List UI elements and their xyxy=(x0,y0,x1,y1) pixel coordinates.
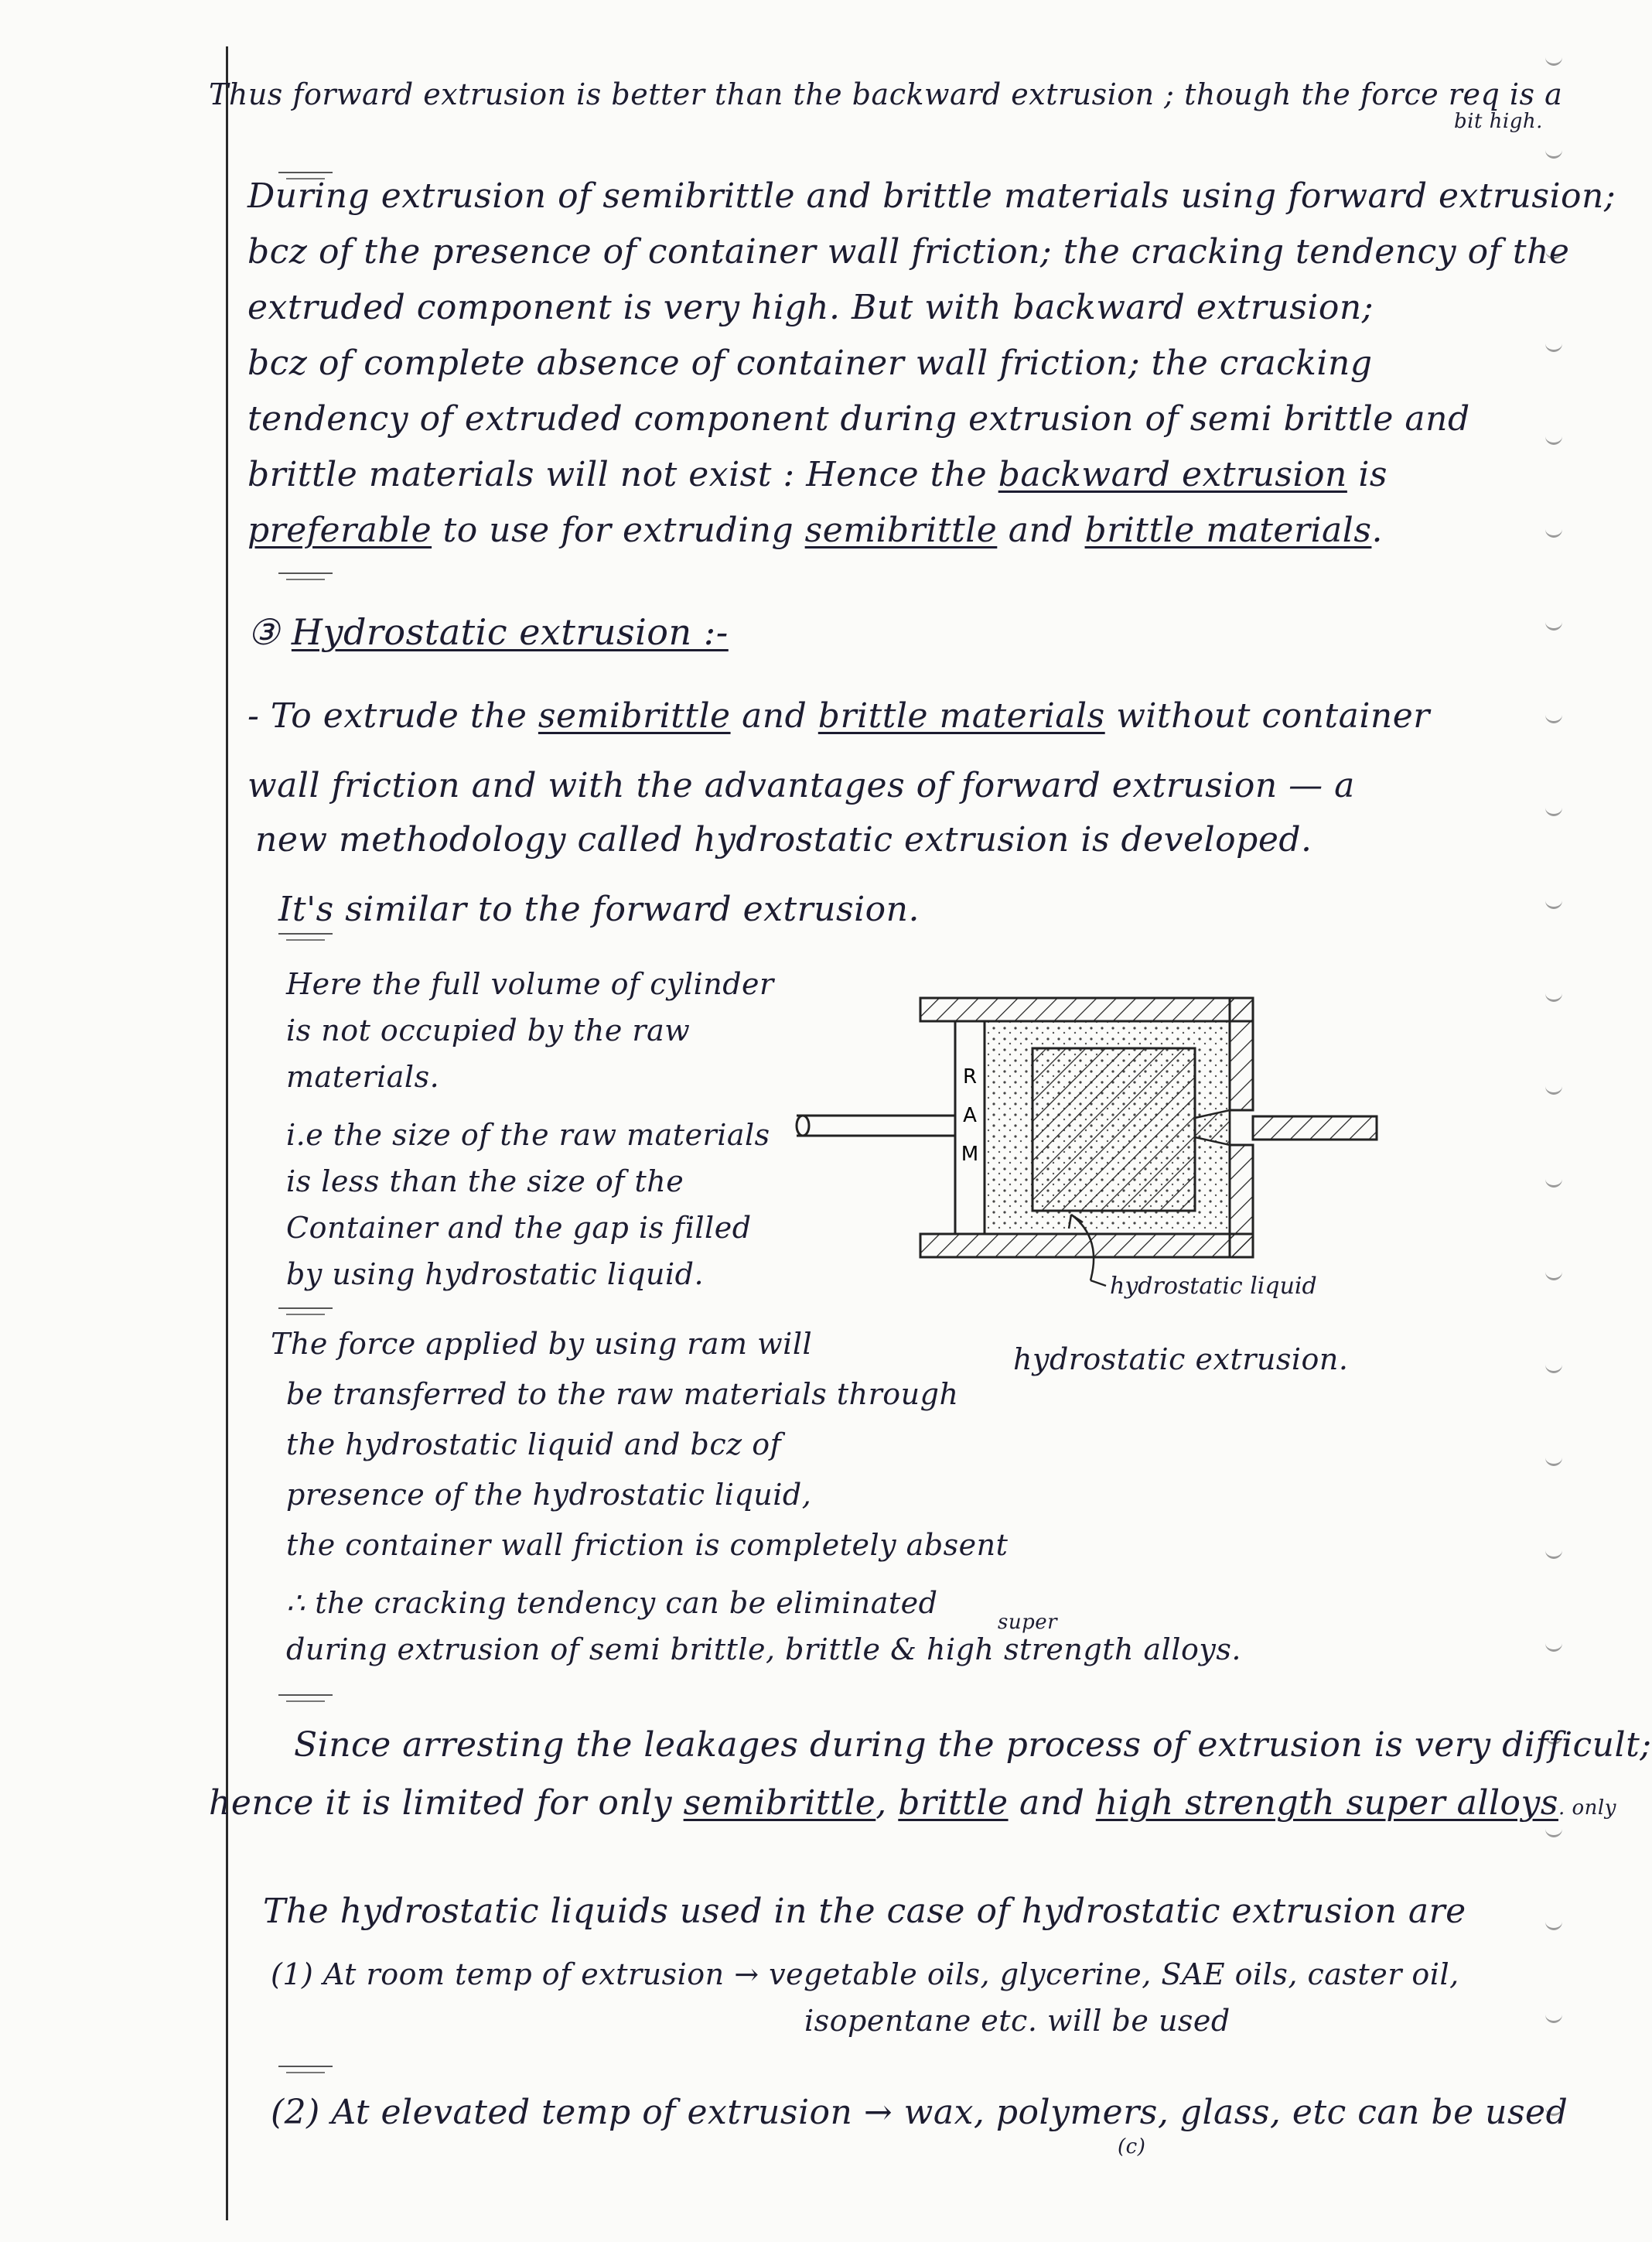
margin-line xyxy=(226,46,228,2220)
p4-line-4: presence of the hydrostatic liquid, xyxy=(286,1478,812,1512)
hydrostatic-extrusion-diagram xyxy=(797,983,1384,1338)
raw-material-billet xyxy=(1032,1048,1195,1211)
p6-line-3: isopentane etc. will be used xyxy=(804,2004,1230,2038)
p3-line-1: Here the full volume of cylinder xyxy=(286,967,774,1001)
p3-line-2: is not occupied by the raw xyxy=(286,1013,691,1048)
p4-line-1: The force applied by using ram will xyxy=(271,1327,813,1361)
paragraph-dash xyxy=(278,172,333,173)
ram-letter: A xyxy=(963,1104,977,1127)
p6-line-2: (1) At room temp of extrusion → vegetable oils, glycerine, SAE oils, caster oil, xyxy=(271,1957,1459,1991)
p1-line-1: During extrusion of semibrittle and brittle materials using forward extrusion; xyxy=(247,176,1616,216)
p3-line-6: Container and the gap is filled xyxy=(286,1211,752,1245)
p2-line-2: wall friction and with the advantages of forward extrusion — a xyxy=(247,766,1355,805)
p3-line-4: i.e the size of the raw materials xyxy=(286,1118,770,1152)
p4-line-5: the container wall friction is completely absent xyxy=(286,1528,1009,1562)
diagram-caption: hydrostatic extrusion. xyxy=(1013,1342,1349,1376)
section-title: Hydrostatic extrusion :- xyxy=(291,611,729,653)
p1-line-2: bcz of the presence of container wall friction; the cracking tendency of the xyxy=(247,232,1570,272)
paragraph-dash xyxy=(278,1694,333,1696)
p5-line-1: Since arresting the leakages during the process of extrusion is very difficult; xyxy=(294,1725,1652,1765)
paragraph-dash xyxy=(278,2066,333,2067)
p6-line-1: The hydrostatic liquids used in the case of hydrostatic extrusion are xyxy=(263,1892,1466,1931)
paragraph-dash xyxy=(278,572,333,574)
p1-line-4: bcz of complete absence of container wall friction; the cracking xyxy=(247,343,1373,383)
underline-backward-extrusion: backward extrusion xyxy=(998,455,1347,494)
p2-line-1: - To extrude the semibrittle and brittle materials without container xyxy=(247,696,1430,736)
section-number: ③ xyxy=(247,611,280,653)
ram-letter: R xyxy=(962,1065,978,1089)
ram-letter: M xyxy=(961,1143,979,1166)
p4-superscript: super xyxy=(998,1611,1058,1634)
p1-line-5: tendency of extruded component during extrusion of semi brittle and xyxy=(247,399,1470,439)
p3-line-3: materials. xyxy=(286,1060,440,1094)
p3-line-7: by using hydrostatic liquid. xyxy=(286,1257,705,1291)
ram xyxy=(955,1021,985,1234)
section-heading xyxy=(247,611,729,653)
p2-line-4: It's similar to the forward extrusion. xyxy=(278,890,920,929)
p4-line-7: during extrusion of semi brittle, brittle & high strength alloys. xyxy=(286,1632,1241,1666)
intro-note: bit high. xyxy=(1454,110,1543,133)
hydrostatic-liquid-label: hydrostatic liquid xyxy=(1110,1273,1317,1300)
p1-line-6: brittle materials will not exist : Hence the backward extrusion is xyxy=(247,455,1388,494)
p4-line-2: be transferred to the raw materials through xyxy=(286,1377,959,1411)
intro-line xyxy=(209,77,1562,111)
p6-note: (c) xyxy=(1118,2135,1146,2158)
p6-line-4: (2) At elevated temp of extrusion → wax, polymers, glass, etc can be used xyxy=(271,2093,1568,2132)
p5-line-2: hence it is limited for only semibrittle, brittle and high strength super alloys. only xyxy=(209,1783,1616,1823)
binder-holes xyxy=(1524,31,1570,2197)
extruded-product xyxy=(1253,1116,1377,1140)
p4-line-6: ∴ the cracking tendency can be eliminated xyxy=(286,1586,938,1620)
p2-line-3: new methodology called hydrostatic extrusion is developed. xyxy=(255,820,1312,860)
paragraph-dash xyxy=(278,1307,333,1309)
intro-text: Thus forward extrusion is better than the backward extrusion ; though the force req is a xyxy=(209,77,1563,111)
p1-line-3: extruded component is very high. But with backward extrusion; xyxy=(247,288,1374,327)
p4-line-3: the hydrostatic liquid and bcz of xyxy=(286,1427,782,1461)
p1-line-7: preferable to use for extruding semibrittle and brittle materials. xyxy=(247,511,1383,550)
paragraph-dash xyxy=(278,933,333,935)
p3-line-5: is less than the size of the xyxy=(286,1164,684,1198)
